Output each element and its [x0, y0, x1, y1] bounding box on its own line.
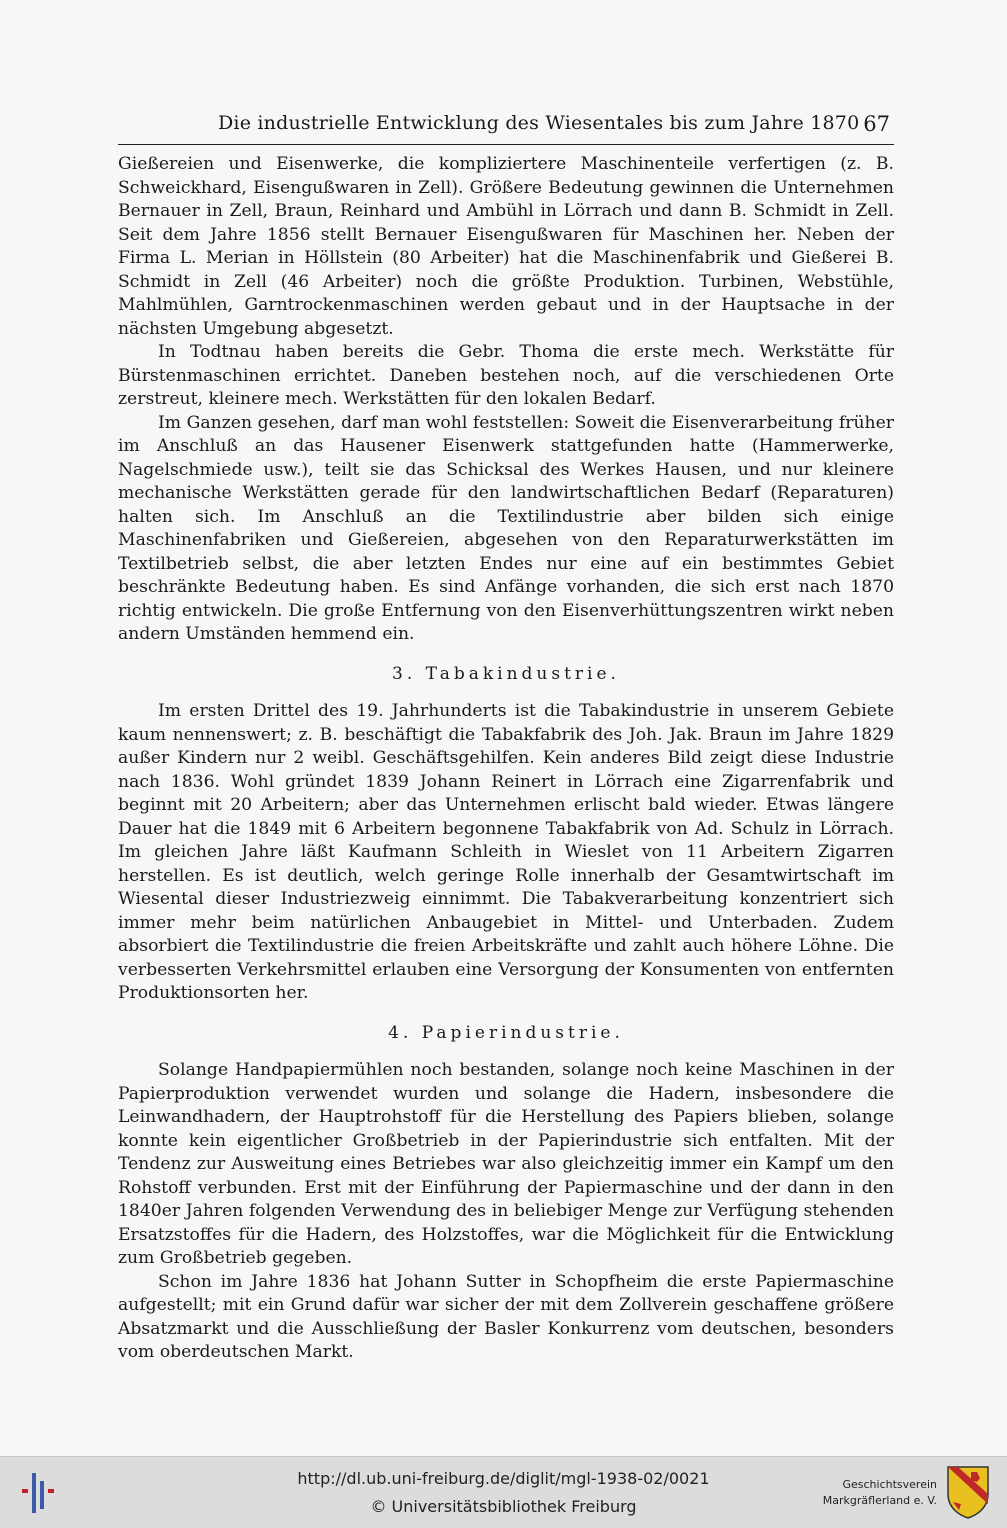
paragraph-3: Im Ganzen gesehen, darf man wohl feststellen: Soweit die Eisenverarbeitung früher im Anschluß an das Hausener Eisenwerk stattgefunden hatte (Hammerwerke, Nagelschmiede usw.), teilt sie das Schicksal des Werkes Hausen, und nur kleinere mechanische Werkstätten gerade für den landwirtschaftlichen Bedarf (Reparaturen) halten sich. Im Anschluß an die Textilindustrie aber bilden sich einige Maschinenfabriken und Gießereien, abgesehen von den Reparaturwerkstätten im Textilbetrieb selbst, die aber letzten Endes nur eine auf ein bestimmtes Gebiet beschränkte Bedeutung haben. Es sind Anfänge vorhanden, die sich erst nach 1870 richtig entwickeln. Die große Entfernung von den Eisenverhüttungszentren wirkt neben andern Umständen hemmend ein.	[118, 412, 894, 644]
section-heading-papierindustrie: 4. Papierindustrie.	[388, 1022, 624, 1043]
section-heading-tabakindustrie: 3. Tabakindustrie.	[392, 663, 620, 684]
society-line-2: Markgräflerland e. V.	[822, 1494, 937, 1507]
page-number: 67	[863, 112, 890, 136]
viewer-footer	[0, 1456, 1007, 1528]
society-name	[823, 1477, 937, 1509]
running-title: Die industrielle Entwicklung des Wiesentales bis zum Jahre 1870	[218, 112, 860, 134]
copyright-notice: © Universitätsbibliothek Freiburg	[370, 1497, 637, 1516]
paragraph-1: Gießereien und Eisenwerke, die kompliziertere Maschinenteile verfertigen (z. B. Schweickhard, Eisengußwaren in Zell). Größere Bedeutung gewinnen die Unternehmen Bernauer in Zell, Braun, Reinhard und Ambühl in Lörrach und dann B. Schmidt in Zell. Seit dem Jahre 1856 stellt Bernauer Eisengußwaren für Maschinen her. Neben der Firma L. Merian in Höllstein (80 Arbeiter) hat die Maschinenfabrik und Gießerei B. Schmidt in Zell (46 Arbeiter) noch die größte Produktion. Turbinen, Webstühle, Mahlmühlen, Garntrockenmaschinen werden gebaut und in der Hauptsache in der nächsten Umgebung abgesetzt.	[118, 154, 894, 339]
paragraph-2: In Todtnau haben bereits die Gebr. Thoma die erste mech. Werkstätte für Bürstenmaschinen errichtet. Daneben bestehen noch, auf die verschiedenen Orte zerstreut, kleinere mech. Werkstätten für den lokalen Bedarf.	[118, 342, 894, 409]
society-line-1: Geschichtsverein	[842, 1478, 937, 1491]
coat-of-arms-icon	[945, 1464, 991, 1520]
header-rule	[118, 144, 894, 145]
permalink-url[interactable]: http://dl.ub.uni-freiburg.de/diglit/mgl-1938-02/0021	[297, 1469, 710, 1488]
body-text	[118, 153, 894, 1365]
running-head	[118, 112, 894, 142]
paragraph-5: Solange Handpapiermühlen noch bestanden, solange noch keine Maschinen in der Papierproduktion verwendet wurden und solange die Hadern, insbesondere die Leinwandhadern, der Hauptrohstoff für die Herstellung des Papiers blieben, solange konnte kein eigentlicher Großbetrieb in der Papierindustrie sich entfalten. Mit der Tendenz zur Ausweitung eines Betriebes war also gleichzeitig immer ein Kampf um den Rohstoff verbunden. Erst mit der Einführung der Papiermaschine und der dann in den 1840er Jahren folgenden Verwendung des in beliebiger Menge zur Verfügung stehenden Ersatzstoffes für die Hadern, des Holzstoffes, war die Möglichkeit für die Entwicklung zum Großbetrieb gegeben.	[118, 1060, 894, 1268]
paragraph-4: Im ersten Drittel des 19. Jahrhunderts ist die Tabakindustrie in unserem Gebiete kaum nennenswert; z. B. beschäftigt die Tabakfabrik des Joh. Jak. Braun im Jahre 1829 außer Kindern nur 2 weibl. Geschäftsgehilfen. Kein anderes Bild zeigt diese Industrie nach 1836. Wohl gründet 1839 Johann Reinert in Lörrach eine Zigarrenfabrik und beginnt mit 20 Arbeitern; aber das Unternehmen erlischt bald wieder. Etwas längere Dauer hat die 1849 mit 6 Arbeitern begonnene Tabakfabrik von Ad. Schulz in Lörrach. Im gleichen Jahre läßt Kaufmann Schleith in Wieslet von 11 Arbeitern Zigarren herstellen. Es ist deutlich, welch geringe Rolle innerhalb der Gesamtwirtschaft im Wiesental dieser Industriezweig einnimmt. Die Tabakverarbeitung konzentriert sich immer mehr beim natürlichen Anbaugebiet in Mittel- und Unterbaden. Zudem absorbiert die Textilindustrie die freien Arbeitskräfte und zahlt auch höhere Löhne. Die verbesserten Verkehrsmittel erlauben eine Versorgung der Konsumenten von entfernten Produktionsorten her.	[118, 701, 894, 1003]
paragraph-6: Schon im Jahre 1836 hat Johann Sutter in Schopfheim die erste Papiermaschine aufgestellt; mit ein Grund dafür war sicher der mit dem Zollverein geschaffene größere Absatzmarkt und die Ausschließung der Basler Konkurrenz vom deutschen, besonders vom oberdeutschen Markt.	[118, 1271, 894, 1362]
